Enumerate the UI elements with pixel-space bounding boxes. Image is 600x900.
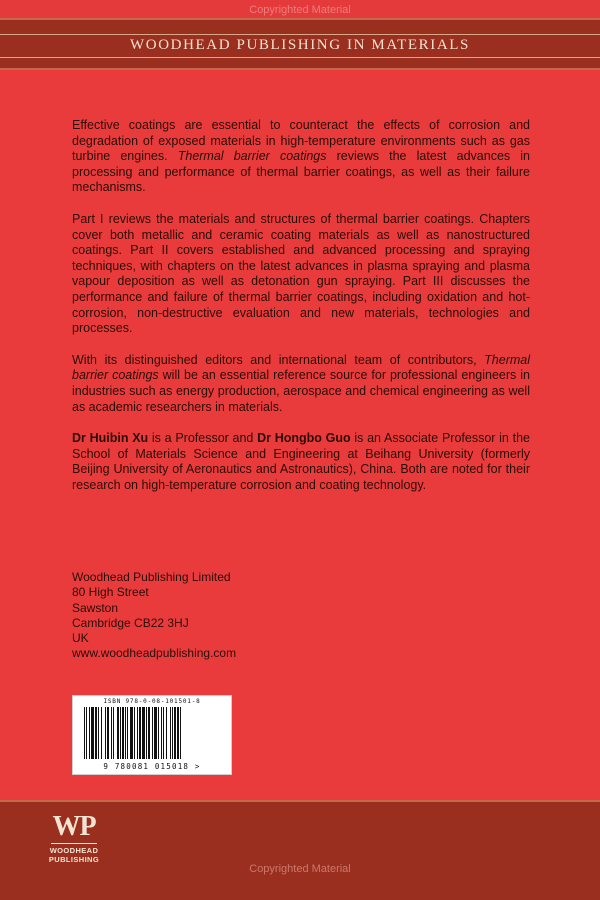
paragraph-editors: Dr Huibin Xu is a Professor and Dr Hongbo Guo is an Associate Professor in the School of Materials Science and Engineering at Beihang University (formerly Beijing University of Aeronautics and Astronautics), China. Both are noted for their research on high-temperature corrosion and coating technology. bbox=[72, 431, 530, 492]
editor-name: Dr Huibin Xu bbox=[72, 431, 149, 446]
blurb bbox=[72, 118, 530, 509]
address-line: Sawston bbox=[72, 600, 119, 615]
series-band bbox=[0, 18, 600, 70]
editor-name: Dr Hongbo Guo bbox=[257, 431, 351, 446]
paragraph-parts: Part I reviews the materials and structures of thermal barrier coatings. Chapters cover both metallic and ceramic coating materials as well as nanostructured coatings. Part II covers established and advanced processing and spraying techniques, with chapters on the latest advances in plasma spraying and plasma vapour deposition as well as detonation gun spraying. Part III discusses the performance and failure of thermal barrier coatings, including oxidation and hot-corrosion, non-destructive evaluation and new materials, technologies and processes. bbox=[72, 211, 530, 336]
address-line: Cambridge CB22 3HJ bbox=[72, 615, 189, 630]
paragraph-intro: Effective coatings are essential to counteract the effects of corrosion and degradation of exposed materials in high-temperature environments such as gas turbine engines. Thermal barrier coatings reviews the latest advances in processing and performance of thermal barrier coatings, as well as their failure mechanisms. bbox=[72, 118, 530, 195]
address-line: 80 High Street bbox=[72, 585, 149, 600]
logo-line-1: WOODHEAD bbox=[49, 846, 99, 855]
isbn-barcode bbox=[72, 695, 232, 775]
publisher-address bbox=[72, 570, 236, 662]
address-line: UK bbox=[72, 631, 89, 646]
isbn-text: ISBN 978-0-08-101501-8 bbox=[103, 698, 201, 705]
book-title-italic: Thermal barrier coatings bbox=[72, 352, 530, 383]
watermark-top: Copyrighted Material bbox=[249, 4, 351, 16]
paragraph-audience: With its distinguished editors and international team of contributors, Thermal barrier coatings will be an essential reference source for professional engineers in industries such as energy production, aerospace and chemical engineering as well as academic researchers in materials. bbox=[72, 352, 530, 414]
top-strip bbox=[0, 0, 600, 18]
publisher-website: www.woodheadpublishing.com bbox=[72, 646, 237, 661]
bottom-strip bbox=[0, 884, 600, 900]
logo-mark: WP bbox=[52, 811, 96, 842]
barcode-bars bbox=[84, 707, 222, 759]
series-rules bbox=[0, 34, 600, 58]
address-line: Woodhead Publishing Limited bbox=[72, 570, 231, 584]
watermark-bottom: Copyrighted Material bbox=[249, 863, 351, 875]
logo-line-2: PUBLISHING bbox=[48, 855, 100, 864]
barcode-digits: 9 780081 015018 > bbox=[103, 762, 201, 771]
book-title-italic: Thermal barrier coatings bbox=[177, 149, 327, 164]
series-title: WOODHEAD PUBLISHING IN MATERIALS bbox=[130, 37, 470, 53]
logo-rule bbox=[51, 843, 97, 844]
